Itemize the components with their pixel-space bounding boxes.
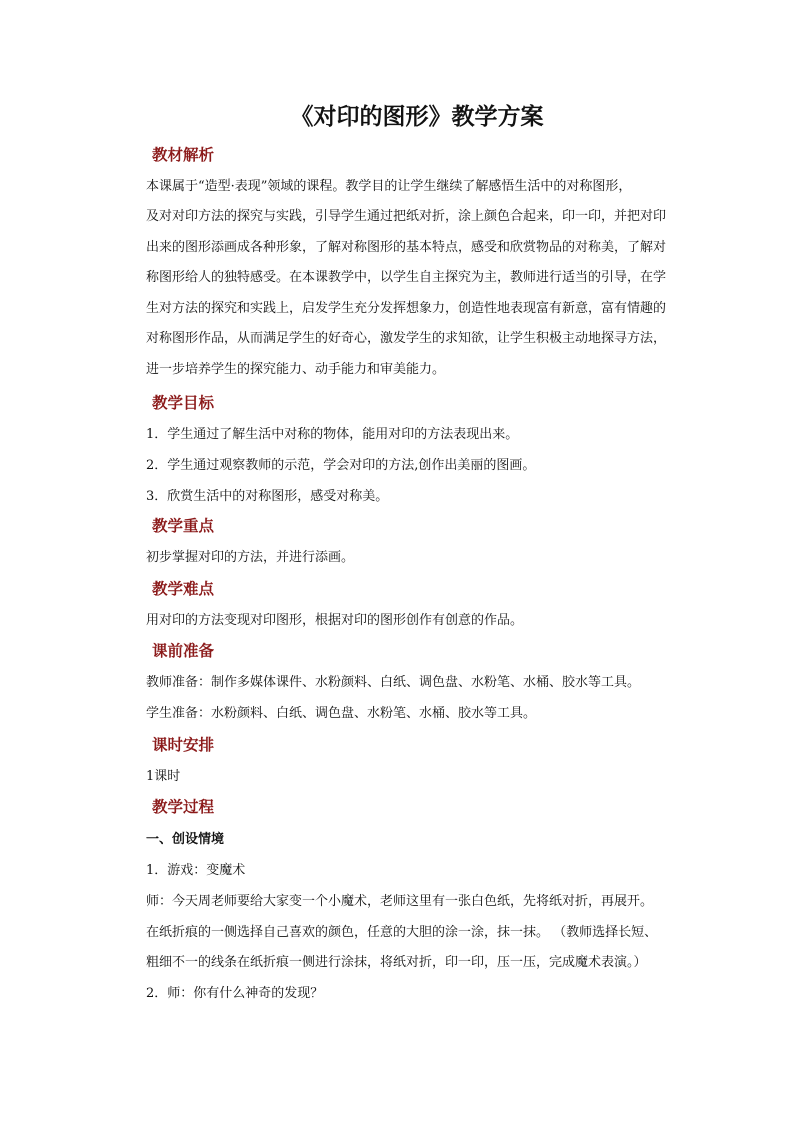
dialogue-line-2: 在纸折痕的一侧选择自己喜欢的颜色，任意的大胆的涂一涂，抹一抹。 （教师选择长短、 <box>146 925 658 940</box>
dialogue-line-3: 粗细不一的线条在纸折痕一侧进行涂抹，将纸对折，印一印，压一压，完成魔术表演。） <box>146 955 647 970</box>
analysis-line-1: 本课属于“造型·表现”领域的课程。教学目的让学生继续了解感悟生活中的对称图形， <box>146 179 632 194</box>
key-points-text: 初步掌握对印的方法，并进行添画。 <box>146 550 355 565</box>
analysis-line-7: 进一步培养学生的探究能力、动手能力和审美能力。 <box>146 362 446 377</box>
analysis-line-2: 及对对印方法的探究与实践，引导学生通过把纸对折，涂上颜色合起来，印一印，并把对印 <box>146 209 667 224</box>
analysis-line-6: 对称图形作品，从而满足学生的好奇心，激发学生的求知欲，让学生积极主动地探寻方法， <box>146 331 667 346</box>
document-title: 《对印的图形》教学方案 <box>290 103 544 130</box>
section-heading-difficulties: 教学难点 <box>152 579 215 598</box>
goal-item-3: 3．欣赏生活中的对称图形，感受对称美。 <box>146 489 389 504</box>
dialogue-line-1: 师：今天周老师要给大家变一个小魔术，老师这里有一张白色纸，先将纸对折，再展开。 <box>146 894 654 909</box>
section-heading-key-points: 教学重点 <box>152 516 215 535</box>
section-heading-preparation: 课前准备 <box>152 641 215 660</box>
student-preparation: 学生准备：水粉颜料、白纸、调色盘、水粉笔、水桶、胶水等工具。 <box>146 706 537 721</box>
section-heading-analysis: 教材解析 <box>152 145 215 164</box>
goal-item-2: 2．学生通过观察教师的示范，学会对印的方法,创作出美丽的图画。 <box>146 458 536 473</box>
schedule-text: 1课时 <box>146 769 181 784</box>
teacher-preparation: 教师准备：制作多媒体课件、水粉颜料、白纸、调色盘、水粉笔、水桶、胶水等工具。 <box>146 675 641 690</box>
section-heading-process: 教学过程 <box>152 797 215 816</box>
analysis-line-4: 称图形给人的独特感受。在本课教学中，以学生自主探究为主，教师进行适当的引导，在学 <box>146 270 667 285</box>
process-subheading: 一、创设情境 <box>146 832 225 847</box>
process-item-1: 1．游戏：变魔术 <box>146 863 246 878</box>
process-item-2: 2．师：你有什么神奇的发现？ <box>146 986 324 1001</box>
section-heading-goals: 教学目标 <box>152 393 215 412</box>
difficulties-text: 用对印的方法变现对印图形，根据对印的图形创作有创意的作品。 <box>146 613 524 628</box>
section-heading-schedule: 课时安排 <box>152 735 215 754</box>
goal-item-1: 1．学生通过了解生活中对称的物体，能用对印的方法表现出来。 <box>146 427 519 442</box>
analysis-line-3: 出来的图形添画成各种形象，了解对称图形的基本特点，感受和欣赏物品的对称美，了解对 <box>146 240 667 255</box>
analysis-line-5: 生对方法的探究和实践上，启发学生充分发挥想象力，创造性地表现富有新意，富有情趣的 <box>146 301 667 316</box>
